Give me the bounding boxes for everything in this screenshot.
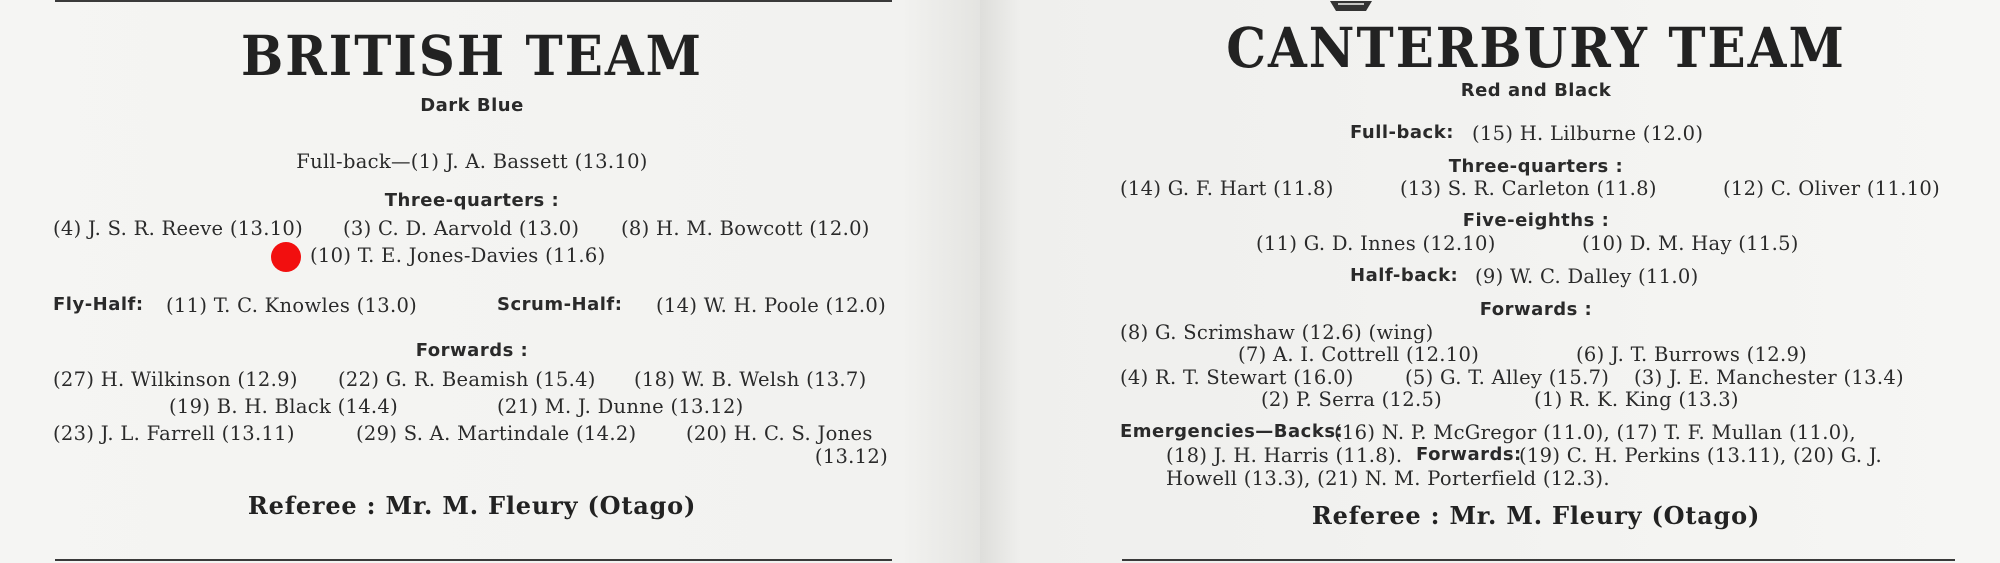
canterbury-emergencies-forwards-label: Forwards: <box>1416 444 1522 465</box>
canterbury-player: (10) D. M. Hay (11.5) <box>1582 232 1799 255</box>
canterbury-player: (7) A. I. Cottrell (12.10) <box>1238 343 1480 366</box>
canterbury-player: (5) G. T. Alley (15.7) <box>1405 366 1610 389</box>
canterbury-emergencies-line: (16) N. P. McGregor (11.0), (17) T. F. Mullan (11.0), <box>1334 421 1856 444</box>
canterbury-player: (8) G. Scrimshaw (12.6) (wing) <box>1120 321 1434 344</box>
crest-fragment <box>1328 0 1374 14</box>
canterbury-player: (11) G. D. Innes (12.10) <box>1256 232 1496 255</box>
red-dot-marker <box>271 242 301 272</box>
british-player: (27) H. Wilkinson (12.9) <box>53 368 298 391</box>
british-scrumhalf: (14) W. H. Poole (12.0) <box>656 294 886 317</box>
canterbury-player: (3) J. E. Manchester (13.4) <box>1634 366 1904 389</box>
british-scrumhalf-label: Scrum-Half: <box>497 294 623 315</box>
british-player: (8) H. M. Bowcott (12.0) <box>621 217 870 240</box>
british-player: (23) J. L. Farrell (13.11) <box>53 422 295 445</box>
canterbury-emergencies-line: (18) J. H. Harris (11.8). <box>1166 444 1403 467</box>
british-player: (3) C. D. Aarvold (13.0) <box>343 217 580 240</box>
canterbury-player: (1) R. K. King (13.3) <box>1534 388 1739 411</box>
british-forwards-heading: Forwards : <box>415 340 529 361</box>
canterbury-player: (13) S. R. Carleton (11.8) <box>1400 177 1657 200</box>
british-player: (21) M. J. Dunne (13.12) <box>497 395 744 418</box>
british-player: (22) G. R. Beamish (15.4) <box>338 368 596 391</box>
canterbury-fullback: (15) H. Lilburne (12.0) <box>1472 122 1704 145</box>
british-flyhalf: (11) T. C. Knowles (13.0) <box>166 294 418 317</box>
british-colours: Dark Blue <box>420 95 524 116</box>
bottom-rule-left <box>55 559 892 561</box>
canterbury-halfback: (9) W. C. Dalley (11.0) <box>1475 265 1699 288</box>
canterbury-emergencies-line: Howell (13.3), (21) N. M. Porterfield (12.3). <box>1166 467 1610 490</box>
canterbury-colours: Red and Black <box>1460 80 1612 101</box>
british-player: (10) T. E. Jones-Davies (11.6) <box>310 244 606 267</box>
canterbury-fullback-label: Full-back: <box>1350 122 1454 143</box>
bottom-rule-right <box>1122 559 1955 561</box>
british-player: (29) S. A. Martindale (14.2) <box>356 422 637 445</box>
canterbury-player: (12) C. Oliver (11.10) <box>1723 177 1941 200</box>
canterbury-emergencies-line: (19) C. H. Perkins (13.11), (20) G. J. <box>1519 444 1883 467</box>
british-player: (4) J. S. R. Reeve (13.10) <box>53 217 304 240</box>
british-referee: Referee : Mr. M. Fleury (Otago) <box>247 491 697 520</box>
top-rule-left <box>55 0 892 2</box>
canterbury-forwards-heading: Forwards : <box>1479 299 1593 320</box>
canterbury-halfback-label: Half-back: <box>1350 265 1459 286</box>
british-player: (20) H. C. S. Jones <box>686 422 873 445</box>
canterbury-team-title: CANTERBURY TEAM <box>1226 15 1846 80</box>
canterbury-emergencies-label: Emergencies—Backs: <box>1120 421 1344 442</box>
british-threequarters-heading: Three-quarters : <box>384 190 560 211</box>
british-fullback: Full-back—(1) J. A. Bassett (13.10) <box>296 150 648 173</box>
british-team-title: BRITISH TEAM <box>240 23 704 88</box>
canterbury-threequarters-heading: Three-quarters : <box>1448 156 1624 177</box>
canterbury-referee: Referee : Mr. M. Fleury (Otago) <box>1311 501 1761 530</box>
canterbury-fiveeighths-heading: Five-eighths : <box>1462 210 1610 231</box>
british-player: (18) W. B. Welsh (13.7) <box>634 368 867 391</box>
british-flyhalf-label: Fly-Half: <box>53 294 144 315</box>
british-player-weight: (13.12) <box>814 445 888 468</box>
british-player: (19) B. H. Black (14.4) <box>169 395 399 418</box>
canterbury-player: (6) J. T. Burrows (12.9) <box>1576 343 1808 366</box>
canterbury-player: (14) G. F. Hart (11.8) <box>1120 177 1334 200</box>
canterbury-player: (4) R. T. Stewart (16.0) <box>1120 366 1354 389</box>
canterbury-player: (2) P. Serra (12.5) <box>1261 388 1443 411</box>
